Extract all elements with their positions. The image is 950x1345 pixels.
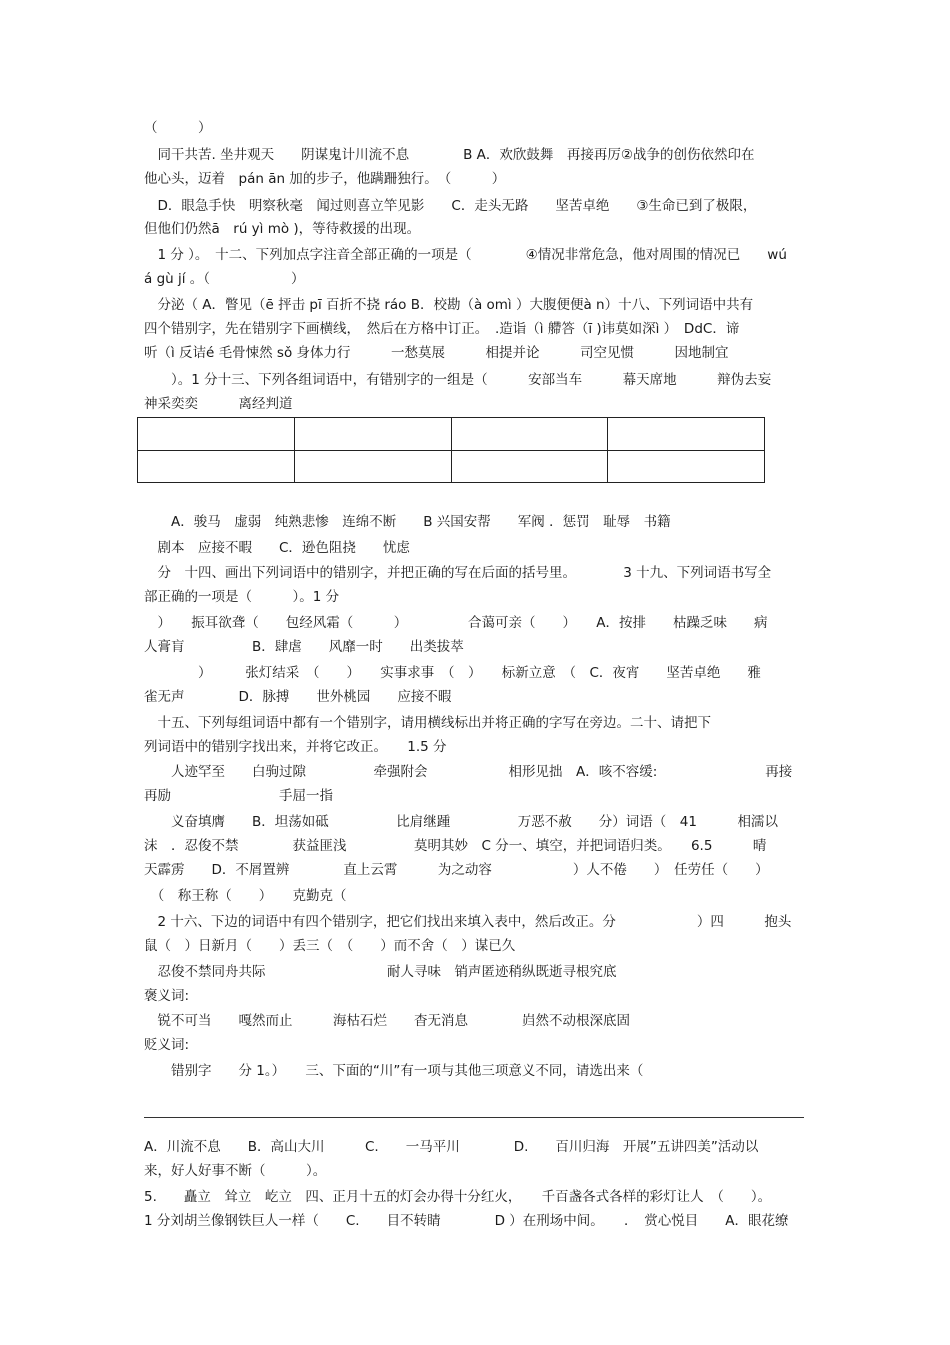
text-line: 沫 ．忍俊不禁 获益匪浅 莫明其妙 C 分一、填空，并把词语归类。 6.5 晴 bbox=[144, 838, 767, 854]
text-line: 5. 矗立 耸立 屹立 四、正月十五的灯会办得十分红火， 千百盏各式各样的彩灯让人 （ ）。 bbox=[144, 1189, 772, 1205]
text-line: 听（ì 反诘é 毛骨悚然 sǒ 身体力行 一愁莫展 相提并论 司空见惯 因地制宜 bbox=[144, 345, 729, 361]
text-line: A．川流不息 B．高山大川 C. 一马平川 D. 百川归海 开展”五讲四美”活动以 bbox=[144, 1139, 759, 1155]
text-line: 神采奕奕 离经判道 bbox=[144, 396, 293, 412]
grid-cell[interactable] bbox=[294, 450, 451, 483]
text-line: 褒义词: bbox=[144, 988, 190, 1004]
text-line: 1 分刘胡兰像钢铁巨人一样（ C. 目不转睛 D ）在刑场中间。 ． 赏心悦目 A．眼花缭 bbox=[144, 1213, 789, 1229]
text-line: á gù jí 。（ ） bbox=[144, 271, 305, 287]
text-line: A．骏马 虚弱 纯熟悲惨 连绵不断 B 兴国安帮 军阀 ．惩罚 耻辱 书籍 bbox=[144, 514, 671, 530]
grid-cell[interactable] bbox=[451, 450, 608, 483]
text-line: 贬义词: bbox=[144, 1037, 190, 1053]
text-line: D．眼急手快 明察秋毫 闻过则喜立竿见影 C．走头无路 坚苦卓绝 ③生命已到了极限， bbox=[144, 198, 757, 214]
text-line: 剧本 应接不暇 C．逊色阻挠 忧虑 bbox=[144, 540, 410, 556]
text-line: 义奋填膺 B．坦荡如砥 比肩继踵 万恶不赦 分）词语（ 41 相濡以 bbox=[144, 814, 778, 830]
text-line: 忍俊不禁同舟共际 耐人寻味 销声匿迹稍纵既逝寻根究底 bbox=[144, 964, 617, 980]
text-line: 人迹罕至 白驹过隙 牵强附会 相形见拙 A．咳不容缓: 再接 bbox=[144, 764, 793, 780]
grid-cell[interactable] bbox=[138, 418, 295, 451]
text-line: 十五、下列每组词语中都有一个错别字，请用横线标出并将正确的字写在旁边。二十、请把下 bbox=[144, 715, 711, 731]
text-line: 他心头，迈着 pán ān 加的步子，他蹒跚独行。 （ ） bbox=[144, 171, 506, 187]
grid-cell[interactable] bbox=[294, 418, 451, 451]
text-line: 列词语中的错别字找出来，并将它改正。 1.5 分 bbox=[144, 739, 447, 755]
text-line: ） 张灯结采 （ ） 实事求事 （ ） 标新立意 （ C．夜宵 坚苦卓绝 雅 bbox=[144, 665, 761, 681]
text-line: ） 振耳欲聋（ 包经风霜（ ） 合蔼可亲（ ） A．按排 枯躁乏味 病 bbox=[144, 615, 768, 631]
text-line: 四个错别字，先在错别字下画横线， 然后在方格中订正。 .造诣（ì 艜答（ī )讳莫如深ì ） DdC．谛 bbox=[144, 321, 740, 337]
text-line: （ ） bbox=[144, 120, 212, 136]
text-line: 分泌（ A．瞥见（ē 抨击 pī 百折不挠 ráo B．校勘（à omì ）大腹便便à n）十八、下列词语中共有 bbox=[144, 297, 754, 313]
text-line: 错别字 分 1。） 三、下面的“川”有一项与其他三项意义不同，请选出来（ bbox=[144, 1063, 644, 1079]
text-line: 再励 手屈一指 bbox=[144, 788, 333, 804]
text-line: 同干共苦. 坐井观天 阴谋鬼计川流不息 B A．欢欣鼓舞 再接再厉②战争的创伤依然印在 bbox=[144, 147, 755, 163]
text-line: 2 十六、下边的词语中有四个错别字，把它们找出来填入表中，然后改正。分 ）四 抱头 bbox=[144, 914, 792, 930]
text-line: 分 十四、画出下列词语中的错别字，并把正确的写在后面的括号里。 3 十九、下列词语书写全 bbox=[144, 565, 772, 581]
text-line: 鼠（ ）日新月（ ）丢三（ （ ）而不舍（ ）谋已久 bbox=[144, 938, 516, 954]
grid-cell[interactable] bbox=[451, 418, 608, 451]
text-line: ）。1 分十三、下列各组词语中，有错别字的一组是（ 安部当车 幕天席地 辩伪去妄 bbox=[144, 372, 772, 388]
text-line: 1 分 ）。 十二、下列加点字注音全部正确的一项是（ ④情况非常危急，他对周围的情况已 wú bbox=[144, 247, 787, 263]
grid-cell[interactable] bbox=[608, 418, 765, 451]
grid-cell[interactable] bbox=[608, 450, 765, 483]
divider-line bbox=[144, 1117, 804, 1118]
text-line: 人膏肓 B．肆虐 风靡一时 出类拔萃 bbox=[144, 639, 464, 655]
text-line: 雀无声 D．脉搏 世外桃园 应接不暇 bbox=[144, 689, 452, 705]
text-line: 来，好人好事不断（ ）。 bbox=[144, 1163, 327, 1179]
text-line: （ 称王称（ ） 克勤克（ bbox=[144, 888, 347, 904]
text-line: 天霹雳 D．不屑置辨 直上云霄 为之动容 ）人不倦 ） 任劳任（ ） bbox=[144, 862, 769, 878]
correction-grid bbox=[137, 417, 765, 483]
text-line: 锐不可当 嘎然而止 海枯石烂 杳无消息 岿然不动根深底固 bbox=[144, 1013, 630, 1029]
text-line: 部正确的一项是（ ）。1 分 bbox=[144, 589, 340, 605]
text-line: 但他们仍然ā rú yì mò )，等待救援的出现。 bbox=[144, 221, 421, 237]
grid-cell[interactable] bbox=[138, 450, 295, 483]
